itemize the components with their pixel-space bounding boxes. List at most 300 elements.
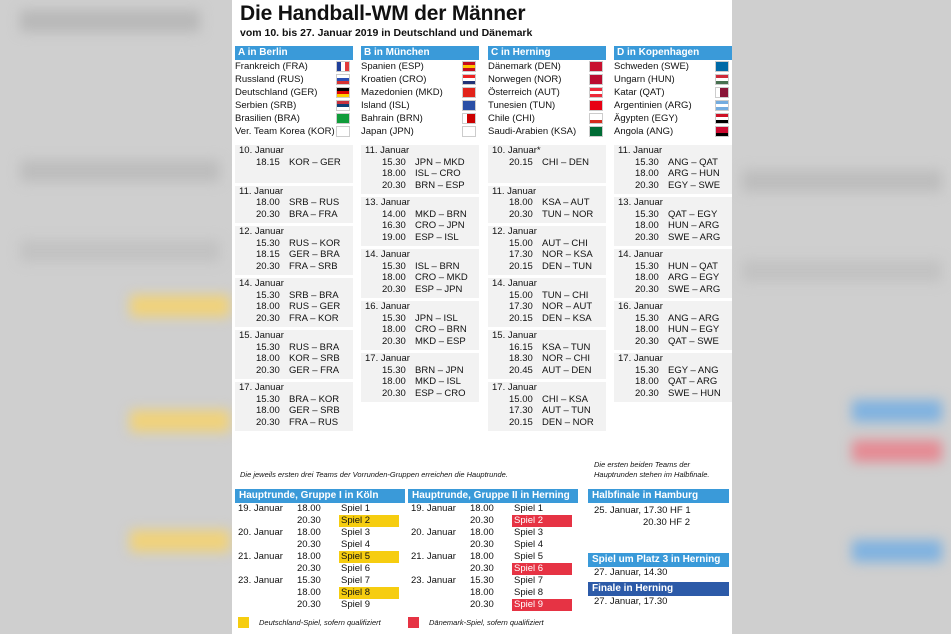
note-hauptrunde: Die jeweils ersten drei Teams der Vorrunden-Gruppen erreichen die Hauptrunde. [240,470,508,479]
hauptrunde-spiel: Spiel 2 [339,515,399,527]
match-row [361,376,479,388]
match-time: 15.30 [635,156,659,168]
flag-icon [716,101,728,110]
team-name: Mazedonien (MKD) [361,87,443,98]
match-time: 18.00 [635,324,659,335]
match-time: 15.30 [635,260,659,272]
match-row [361,324,479,336]
match-date: 14. Januar [492,278,537,289]
match-pairing: KOR – SRB [289,353,340,364]
match-time: 18.00 [635,272,659,283]
match-pairing: ARG – EGY [668,272,720,283]
hauptrunde-spiel: Spiel 8 [514,587,544,598]
match-pairing: TUN – NOR [542,208,594,220]
match-pairing: AUT – DEN [542,364,592,376]
flag-icon [590,88,602,97]
flag-icon [590,127,602,136]
flag-icon [590,114,602,123]
match-day [235,145,353,183]
match-time: 18.00 [635,220,659,231]
hauptrunde-time: 18.00 [470,587,494,598]
halbfinale-box [588,489,729,529]
match-time: 20.30 [635,387,659,399]
match-pairing: GER – SRB [289,405,340,416]
match-time: 20.30 [256,312,280,324]
match-pairing: NOR – CHI [542,353,591,364]
match-pairing: BRN – ESP [415,179,465,191]
match-date: 14. Januar [365,249,410,260]
match-row [488,301,606,313]
team-row [614,112,732,125]
hauptrunde-time: 20.30 [470,563,494,574]
match-row [235,261,353,273]
match-row [235,342,353,354]
match-date: 17. Januar [492,382,537,393]
match-pairing: QAT – EGY [668,208,718,220]
match-row [361,272,479,284]
hauptrunde-date: 19. Januar [238,503,283,514]
match-row [361,336,479,348]
match-row [235,313,353,325]
match-pairing: RUS – KOR [289,237,341,249]
match-pairing: JPN – ISL [415,312,458,324]
hauptrunde-time: 20.30 [297,515,321,526]
hauptrunde-date: 23. Januar [411,575,456,586]
team-name: Serbien (SRB) [235,100,297,111]
hauptrunde-row [408,539,578,551]
team-name: Chile (CHI) [488,113,535,124]
team-name: Kroatien (CRO) [361,74,427,85]
match-time: 18.00 [635,168,659,179]
match-pairing: KSA – AUT [542,197,590,208]
team-name: Tunesien (TUN) [488,100,556,111]
flag-icon [463,62,475,71]
match-date: 11. Januar [618,145,663,156]
match-time: 20.30 [382,283,406,295]
match-time: 18.15 [256,249,280,260]
match-pairing: SWE – ARG [668,283,721,295]
match-row [488,261,606,273]
hauptrunde-spiel: Spiel 9 [341,599,371,610]
match-pairing: SRB – RUS [289,197,340,208]
hauptrunde-date: 20. Januar [411,527,456,538]
match-time: 16.30 [382,220,406,231]
match-time: 20.30 [382,179,406,191]
match-row [614,313,732,325]
hauptrunde-2-header: Hauptrunde, Gruppe II in Herning [408,489,578,503]
flag-icon [337,75,349,84]
match-row [361,168,479,180]
match-time: 18.00 [509,197,533,208]
hauptrunde-spiel: Spiel 6 [512,563,572,575]
hauptrunde-date: 21. Januar [411,551,456,562]
halbfinale-row-2: 20.30 HF 2 [643,517,690,528]
hauptrunde-time: 20.30 [470,539,494,550]
match-pairing: RUS – BRA [289,341,340,353]
hauptrunde-row [235,599,405,611]
match-row [614,388,732,400]
hauptrunde-date: 23. Januar [238,575,283,586]
match-pairing: DEN – KSA [542,312,592,324]
hauptrunde-row [235,503,405,515]
match-row [614,365,732,377]
match-day [235,330,353,379]
hauptrunde-spiel: Spiel 8 [339,587,399,599]
match-row [614,272,732,284]
match-pairing: EGY – SWE [668,179,721,191]
team-row [488,60,606,73]
hauptrunde-spiel: Spiel 4 [341,539,371,550]
match-row [614,284,732,296]
match-row [614,157,732,169]
flag-icon [590,62,602,71]
hauptrunde-spiel: Spiel 6 [341,563,371,574]
match-row [488,197,606,209]
team-row [614,99,732,112]
match-time: 15.30 [635,208,659,220]
team-name: Brasilien (BRA) [235,113,300,124]
hauptrunde-row [408,575,578,587]
match-time: 16.15 [509,341,533,353]
match-pairing: AUT – CHI [542,237,588,249]
legend-germany-swatch [238,617,249,628]
hauptrunde-time: 18.00 [470,551,494,562]
hauptrunde-row [408,527,578,539]
hauptrunde-row [235,563,405,575]
platz3-header: Spiel um Platz 3 in Herning [588,553,729,567]
platz3-box [588,553,729,579]
match-time: 15.30 [635,364,659,376]
match-time: 20.30 [256,416,280,428]
match-time: 15.30 [256,289,280,301]
match-time: 18.00 [382,272,406,283]
match-pairing: HUN – EGY [668,324,720,335]
match-day [361,197,479,246]
hauptrunde-spiel: Spiel 3 [341,527,371,538]
hauptrunde-row [235,575,405,587]
hauptrunde-row [408,599,578,611]
match-pairing: BRA – KOR [289,393,340,405]
match-row [235,365,353,377]
hauptrunde-time: 18.00 [470,503,494,514]
team-row [614,86,732,99]
match-time: 20.30 [635,335,659,347]
team-row [361,125,479,138]
team-row [235,86,353,99]
match-pairing: CRO – MKD [415,272,468,283]
match-date: 17. Januar [365,353,410,364]
hauptrunde-spiel: Spiel 1 [341,503,371,514]
match-pairing: ISL – BRN [415,260,460,272]
match-pairing: RUS – GER [289,301,341,312]
match-row [488,313,606,325]
hauptrunde-spiel: Spiel 3 [514,527,544,538]
match-pairing: MKD – ESP [415,335,466,347]
flag-icon [337,62,349,71]
match-date: 12. Januar [492,226,537,237]
match-date: 11. Januar [492,185,537,197]
match-pairing: ESP – JPN [415,283,463,295]
match-pairing: MKD – BRN [415,208,467,220]
match-day [361,145,479,194]
match-time: 20.15 [509,312,533,324]
hauptrunde-gruppe-2 [408,489,578,611]
hauptrunde-date: 19. Januar [411,503,456,514]
hauptrunde-date: 21. Januar [238,551,283,562]
match-time: 20.45 [509,364,533,376]
match-day [235,382,353,431]
flag-icon [463,88,475,97]
match-time: 15.00 [509,289,533,301]
match-row [361,388,479,400]
match-pairing: BRA – FRA [289,208,338,220]
flag-icon [716,88,728,97]
match-day [488,186,606,224]
hauptrunde-time: 20.30 [297,539,321,550]
hauptrunde-gruppe-1 [235,489,405,611]
match-pairing: FRA – SRB [289,260,338,272]
group-b [361,46,479,138]
finale-box [588,582,729,608]
team-name: Angola (ANG) [614,126,674,137]
match-row [614,209,732,221]
match-row [235,157,353,169]
match-row [361,313,479,325]
platz3-row: 27. Januar, 14.30 [594,567,668,578]
hauptrunde-spiel: Spiel 2 [512,515,572,527]
match-row [235,301,353,313]
match-time: 15.00 [509,237,533,249]
match-row [488,342,606,354]
match-day [361,301,479,350]
match-row [235,290,353,302]
match-day [361,353,479,402]
match-row [235,209,353,221]
match-time: 17.30 [509,249,533,260]
match-row [488,249,606,261]
match-pairing: MKD – ISL [415,376,461,387]
match-day [361,249,479,298]
match-time: 19.00 [382,231,406,243]
flag-icon [337,114,349,123]
hauptrunde-row [235,515,405,527]
match-time: 18.00 [382,376,406,387]
match-pairing: ESP – ISL [415,231,459,243]
match-row [614,261,732,273]
group-header: A in Berlin [235,46,353,60]
hauptrunde-row [235,527,405,539]
match-pairing: GER – FRA [289,364,340,376]
team-row [488,86,606,99]
legend-germany [238,617,381,628]
match-pairing: AUT – TUN [542,405,591,416]
group-c [488,46,606,138]
team-row [235,99,353,112]
match-row [235,417,353,429]
hauptrunde-row [408,587,578,599]
match-pairing: QAT – ARG [668,376,718,387]
match-time: 17.30 [509,405,533,416]
hauptrunde-date: 20. Januar [238,527,283,538]
match-time: 20.30 [382,387,406,399]
blurred-background-left [0,0,232,634]
flag-icon [463,75,475,84]
hauptrunde-row [235,587,405,599]
flag-icon [463,127,475,136]
match-row [614,220,732,232]
team-name: Dänemark (DEN) [488,61,561,72]
match-time: 15.30 [382,156,406,168]
hauptrunde-time: 18.00 [297,527,321,538]
match-pairing: ANG – ARG [668,312,720,324]
team-name: Schweden (SWE) [614,61,689,72]
match-row [361,284,479,296]
match-time: 20.30 [635,283,659,295]
match-pairing: CHI – DEN [542,156,589,168]
match-row [488,157,606,169]
hauptrunde-row [408,563,578,575]
match-time: 20.30 [382,335,406,347]
page-title: Die Handball-WM der Männer [240,2,526,25]
match-time: 15.30 [635,312,659,324]
team-row [361,112,479,125]
hauptrunde-spiel: Spiel 9 [512,599,572,611]
match-time: 20.15 [509,260,533,272]
match-row [361,209,479,221]
team-row [488,73,606,86]
match-time: 17.30 [509,301,533,312]
hauptrunde-row [408,515,578,527]
match-pairing: TUN – CHI [542,289,589,301]
team-row [235,125,353,138]
match-day [488,382,606,431]
legend-denmark-swatch [408,617,419,628]
hauptrunde-time: 20.30 [470,515,494,526]
match-pairing: ANG – QAT [668,156,718,168]
match-time: 20.30 [256,260,280,272]
hauptrunde-row [235,551,405,563]
team-row [361,73,479,86]
match-pairing: JPN – MKD [415,156,465,168]
match-pairing: QAT – SWE [668,335,719,347]
team-row [361,86,479,99]
match-pairing: GER – BRA [289,249,340,260]
match-pairing: NOR – KSA [542,249,593,260]
match-time: 18.30 [509,353,533,364]
halbfinale-row-1: 25. Januar, 17.30 HF 1 [594,505,691,516]
team-row [235,73,353,86]
match-pairing: DEN – TUN [542,260,592,272]
page-subtitle: vom 10. bis 27. Januar 2019 in Deutschland und Dänemark [240,27,533,39]
team-row [488,125,606,138]
match-day [488,330,606,379]
match-day [614,301,732,350]
match-row [488,405,606,417]
match-time: 20.30 [256,364,280,376]
match-day [235,226,353,275]
match-row [235,238,353,250]
match-row [614,336,732,348]
match-row [488,417,606,429]
match-row [488,365,606,377]
team-name: Japan (JPN) [361,126,414,137]
match-time: 18.00 [256,197,280,208]
match-time: 18.00 [382,168,406,179]
match-time: 18.00 [635,376,659,387]
match-pairing: CRO – JPN [415,220,465,231]
match-day [614,145,732,194]
flag-icon [590,75,602,84]
group-a [235,46,353,138]
match-time: 15.30 [256,393,280,405]
match-row [235,197,353,209]
match-date: 14. Januar [239,278,284,289]
match-day [235,186,353,224]
match-row [235,353,353,365]
match-date: 10. Januar* [492,145,541,156]
match-time: 15.30 [382,312,406,324]
match-row [488,209,606,221]
match-pairing: SRB – BRA [289,289,339,301]
match-row [361,261,479,273]
match-time: 20.30 [635,179,659,191]
hauptrunde-time: 18.00 [297,503,321,514]
match-row [361,220,479,232]
team-row [361,99,479,112]
hauptrunde-time: 20.30 [470,599,494,610]
flag-icon [590,101,602,110]
legend-denmark [408,617,544,628]
match-date: 14. Januar [618,249,663,260]
team-name: Österreich (AUT) [488,87,560,98]
match-pairing: FRA – KOR [289,312,339,324]
team-name: Norwegen (NOR) [488,74,562,85]
match-time: 15.30 [256,341,280,353]
match-pairing: ESP – CRO [415,387,466,399]
match-row [614,376,732,388]
flag-icon [337,127,349,136]
match-date: 12. Januar [239,226,284,237]
flag-icon [337,88,349,97]
flag-icon [716,114,728,123]
match-pairing: CHI – KSA [542,393,588,405]
hauptrunde-row [235,539,405,551]
match-row [235,394,353,406]
poster [232,0,732,634]
match-row [614,168,732,180]
match-row [361,365,479,377]
match-time: 20.15 [509,416,533,428]
match-row [614,180,732,192]
match-pairing: ARG – HUN [668,168,720,179]
match-time: 18.00 [382,324,406,335]
team-name: Saudi-Arabien (KSA) [488,126,577,137]
flag-icon [716,75,728,84]
match-time: 15.30 [256,237,280,249]
match-time: 18.00 [256,353,280,364]
match-date: 11. Januar [239,185,284,197]
hauptrunde-spiel: Spiel 5 [339,551,399,563]
match-date: 15. Januar [239,330,284,341]
hauptrunde-time: 18.00 [297,551,321,562]
team-row [614,73,732,86]
finale-row: 27. Januar, 17.30 [594,596,668,607]
match-pairing: NOR – AUT [542,301,593,312]
flag-icon [716,62,728,71]
hauptrunde-row [408,551,578,563]
hauptrunde-time: 15.30 [297,575,321,586]
match-time: 15.30 [382,364,406,376]
